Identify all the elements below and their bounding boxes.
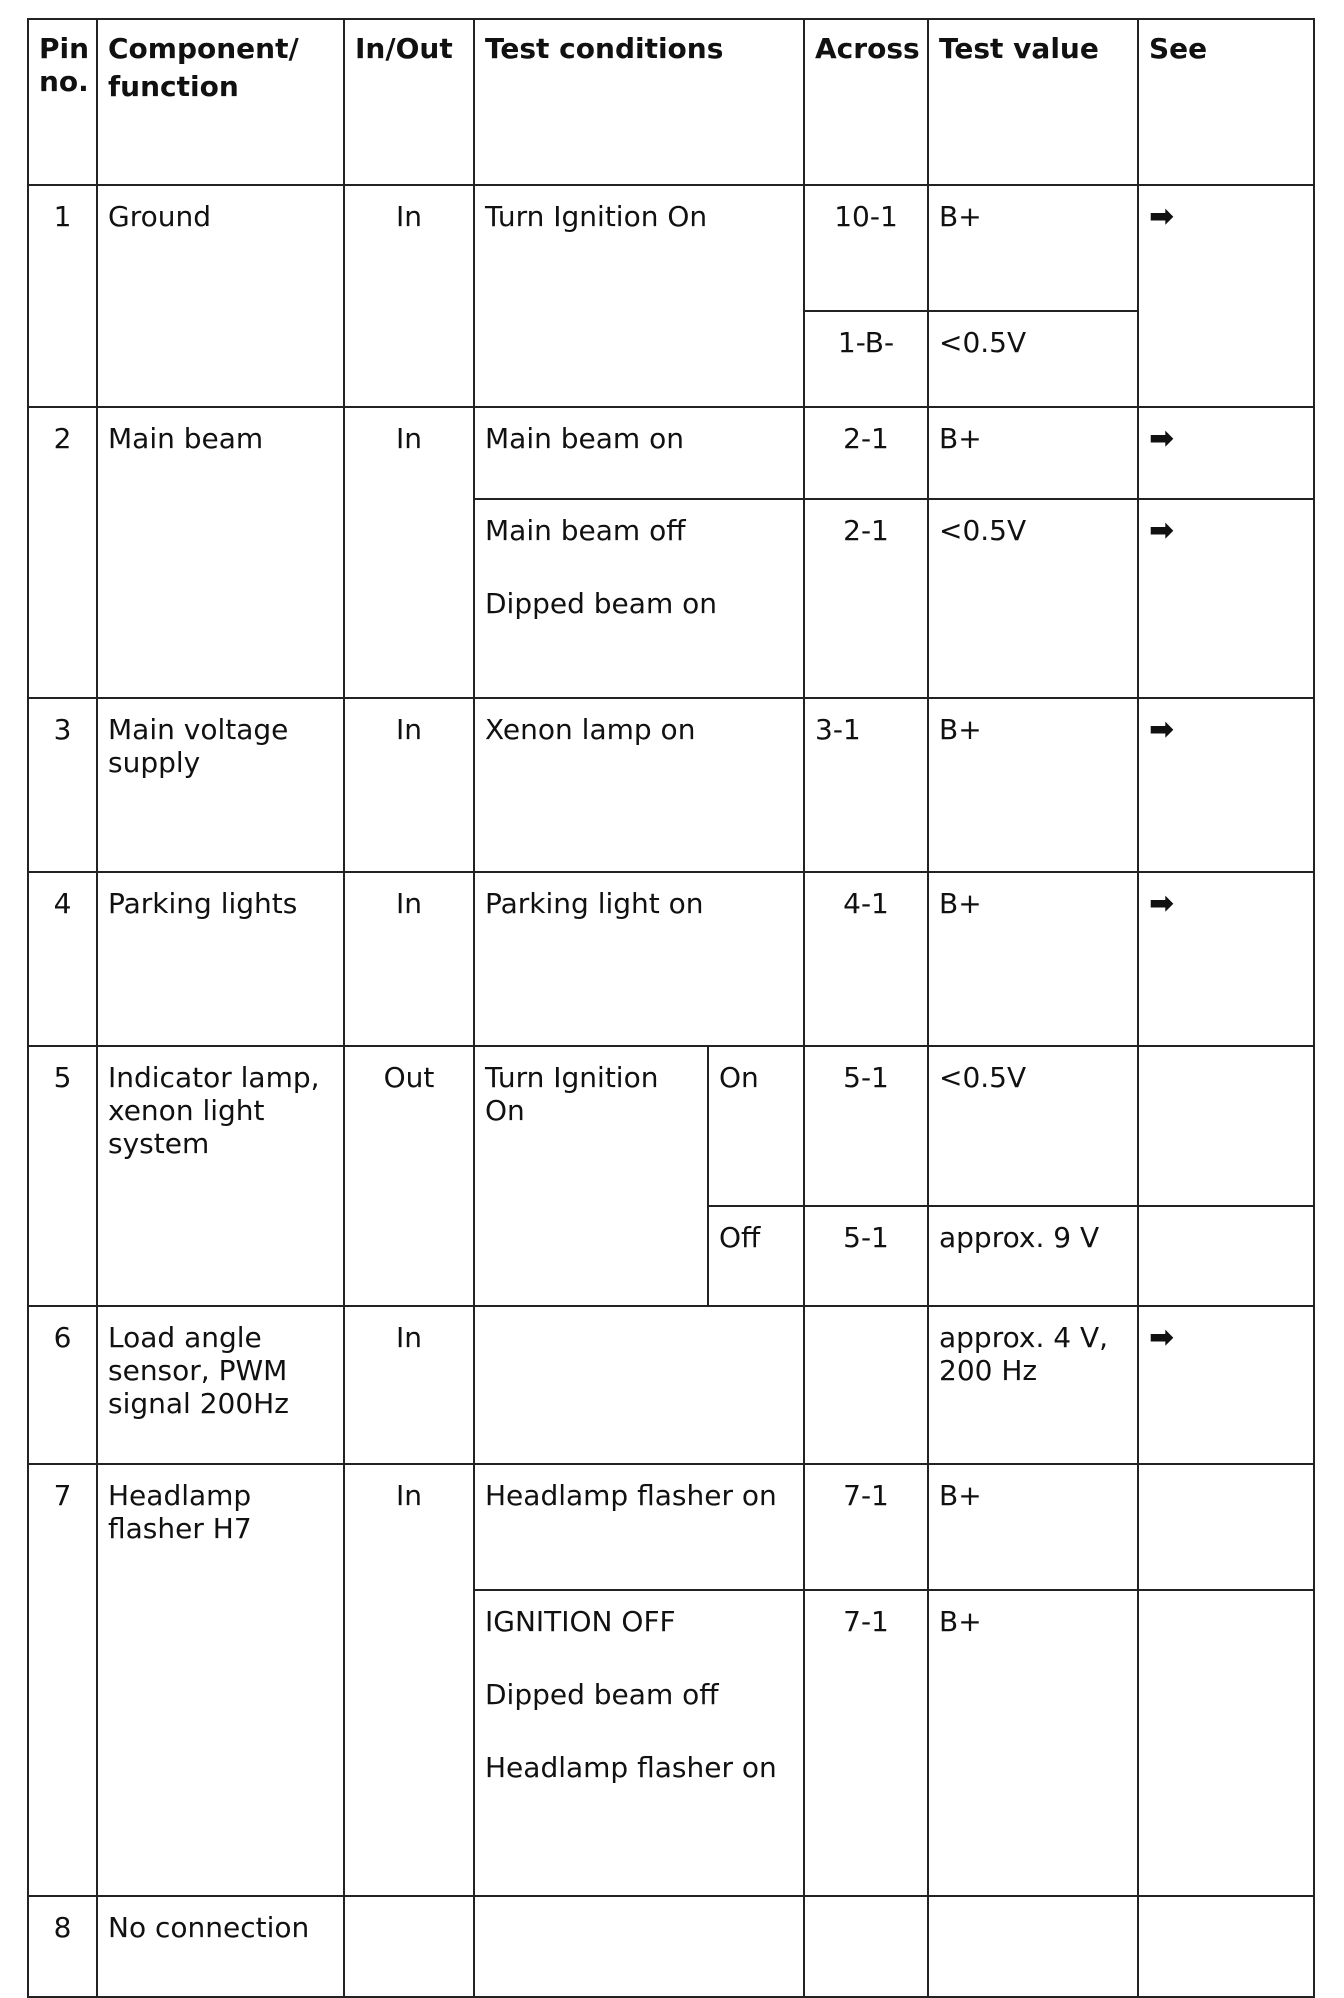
- component-function: No connection: [97, 1896, 344, 1997]
- see-cell: [1138, 698, 1314, 872]
- pin-number: 1: [28, 185, 97, 407]
- arrow-right-icon[interactable]: ➡: [1149, 513, 1175, 548]
- across-value: 4-1: [804, 872, 928, 1046]
- table-row-pin-3: [28, 698, 1314, 872]
- table-row-pin-7: [28, 1464, 1314, 1590]
- test-value: <0.5V: [928, 499, 1138, 698]
- test-condition-line: Headlamp flasher on: [485, 1751, 777, 1784]
- arrow-right-icon[interactable]: ➡: [1149, 199, 1175, 234]
- arrow-right-icon[interactable]: ➡: [1149, 1320, 1175, 1355]
- test-value: [928, 1896, 1138, 1997]
- header-test-conditions: Test conditions: [474, 19, 804, 185]
- test-value: B+: [928, 872, 1138, 1046]
- test-condition-line: Dipped beam off: [485, 1678, 719, 1711]
- across-value: 3-1: [804, 698, 928, 872]
- test-condition: Turn Ignition On: [474, 1046, 708, 1306]
- component-function: Ground: [97, 185, 344, 407]
- test-condition: Main beam on: [474, 407, 804, 499]
- component-function: Load angle sensor, PWM signal 200Hz: [97, 1306, 344, 1464]
- see-cell: [1138, 499, 1314, 698]
- test-condition: [474, 1306, 804, 1464]
- across-value: 5-1: [804, 1046, 928, 1206]
- component-function: Headlamp flasher H7: [97, 1464, 344, 1896]
- test-condition: Headlamp flasher on: [474, 1464, 804, 1590]
- across-value: 10-1: [804, 185, 928, 311]
- across-value: [804, 1896, 928, 1997]
- in-out: In: [344, 185, 474, 407]
- arrow-right-icon[interactable]: ➡: [1149, 712, 1175, 747]
- pin-number: 8: [28, 1896, 97, 1997]
- in-out: [344, 1896, 474, 1997]
- arrow-right-icon[interactable]: ➡: [1149, 886, 1175, 921]
- see-cell: [1138, 1046, 1314, 1206]
- test-condition-line: IGNITION OFF: [485, 1605, 676, 1638]
- test-value: B+: [928, 698, 1138, 872]
- test-value: <0.5V: [928, 311, 1138, 407]
- test-value: <0.5V: [928, 1046, 1138, 1206]
- across-value: 7-1: [804, 1590, 928, 1896]
- header-test-value: Test value: [928, 19, 1138, 185]
- in-out: In: [344, 872, 474, 1046]
- component-function: Main voltage supply: [97, 698, 344, 872]
- test-condition: Xenon lamp on: [474, 698, 804, 872]
- see-cell: [1138, 1306, 1314, 1464]
- in-out: In: [344, 1306, 474, 1464]
- switch-state: On: [708, 1046, 804, 1206]
- test-condition: [474, 1896, 804, 1997]
- table-row-pin-2: [28, 407, 1314, 499]
- see-cell: [1138, 185, 1314, 407]
- across-value: 5-1: [804, 1206, 928, 1306]
- component-function: Indicator lamp, xenon light system: [97, 1046, 344, 1306]
- header-inout: In/Out: [344, 19, 474, 185]
- test-condition: Parking light on: [474, 872, 804, 1046]
- table-row-pin-6: [28, 1306, 1314, 1464]
- pin-number: 4: [28, 872, 97, 1046]
- component-function: Parking lights: [97, 872, 344, 1046]
- header-component-line2: function: [108, 70, 239, 103]
- across-value: 2-1: [804, 499, 928, 698]
- pin-test-table: [27, 18, 1315, 1998]
- pin-number: 3: [28, 698, 97, 872]
- test-value: B+: [928, 407, 1138, 499]
- across-value: 2-1: [804, 407, 928, 499]
- see-cell: [1138, 1206, 1314, 1306]
- in-out: Out: [344, 1046, 474, 1306]
- switch-state: Off: [708, 1206, 804, 1306]
- pin-number: 2: [28, 407, 97, 698]
- test-value: B+: [928, 1464, 1138, 1590]
- test-value: B+: [928, 185, 1138, 311]
- table-row-pin-1: [28, 185, 1314, 311]
- test-value: approx. 9 V: [928, 1206, 1138, 1306]
- header-component-line1: Component/: [108, 32, 299, 65]
- header-across: Across: [804, 19, 928, 185]
- in-out: In: [344, 698, 474, 872]
- arrow-right-icon[interactable]: ➡: [1149, 421, 1175, 456]
- table-row-pin-4: [28, 872, 1314, 1046]
- see-cell: [1138, 407, 1314, 499]
- header-row: [28, 19, 1314, 185]
- component-function: Main beam: [97, 407, 344, 698]
- table-row-pin-8: [28, 1896, 1314, 1997]
- table-row-pin-5: [28, 1046, 1314, 1206]
- header-pin: Pin no.: [28, 19, 97, 185]
- header-see: See: [1138, 19, 1314, 185]
- test-value: B+: [928, 1590, 1138, 1896]
- test-condition: Turn Ignition On: [474, 185, 804, 407]
- in-out: In: [344, 1464, 474, 1896]
- see-cell: [1138, 1896, 1314, 1997]
- across-value: 7-1: [804, 1464, 928, 1590]
- test-condition: [474, 499, 804, 698]
- test-value: approx. 4 V, 200 Hz: [928, 1306, 1138, 1464]
- in-out: In: [344, 407, 474, 698]
- header-component: [97, 19, 344, 185]
- see-cell: [1138, 1464, 1314, 1590]
- see-cell: [1138, 872, 1314, 1046]
- pin-number: 5: [28, 1046, 97, 1306]
- pin-number: 7: [28, 1464, 97, 1896]
- across-value: [804, 1306, 928, 1464]
- test-condition-line: Dipped beam on: [485, 587, 717, 620]
- pin-number: 6: [28, 1306, 97, 1464]
- test-condition-line: Main beam off: [485, 514, 686, 547]
- test-condition: [474, 1590, 804, 1896]
- see-cell: [1138, 1590, 1314, 1896]
- across-value: 1-B-: [804, 311, 928, 407]
